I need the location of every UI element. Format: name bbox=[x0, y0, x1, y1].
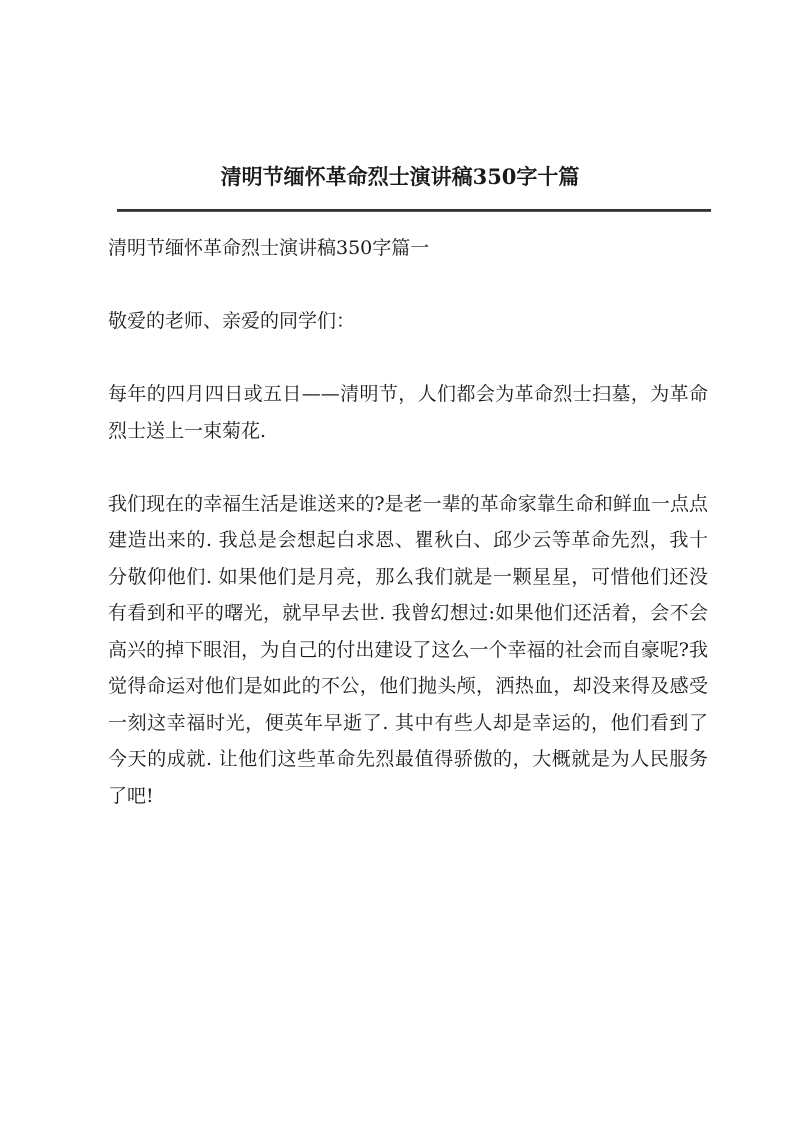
paragraph-1: 每年的四月四日或五日——清明节，人们都会为革命烈士扫墓，为革命烈士送上一束菊花. bbox=[108, 383, 708, 442]
title-divider bbox=[117, 209, 711, 212]
document-title: 清明节缅怀革命烈士演讲稿350字十篇 bbox=[220, 164, 580, 189]
greeting: 敬爱的老师、亲爱的同学们： bbox=[108, 310, 356, 332]
document-body bbox=[108, 230, 708, 851]
section-heading: 清明节缅怀革命烈士演讲稿350字篇一 bbox=[108, 237, 430, 259]
paragraph-2: 我们现在的幸福生活是谁送来的?是老一辈的革命家靠生命和鲜血一点点建造出来的. 我总是会想起白求恩、瞿秋白、邱少云等革命先烈，我十分敬仰他们. 如果他们是月亮，那么我们就是一颗星星，可惜他们还没有看到和平的曙光，就早早去世. 我曾幻想过:如果他们还活着，会不会高兴的掉下眼泪，为自己的付出建设了这么一个幸福的社会而自豪呢?我觉得命运对他们是如此的不公，他们抛头颅，洒热血，却没来得及感受一刻这幸福时光，便英年早逝了. 其中有些人却是幸运的，他们看到了今天的成就. 让他们这些革命先烈最值得骄傲的，大概就是为人民服务了吧! bbox=[108, 492, 708, 807]
